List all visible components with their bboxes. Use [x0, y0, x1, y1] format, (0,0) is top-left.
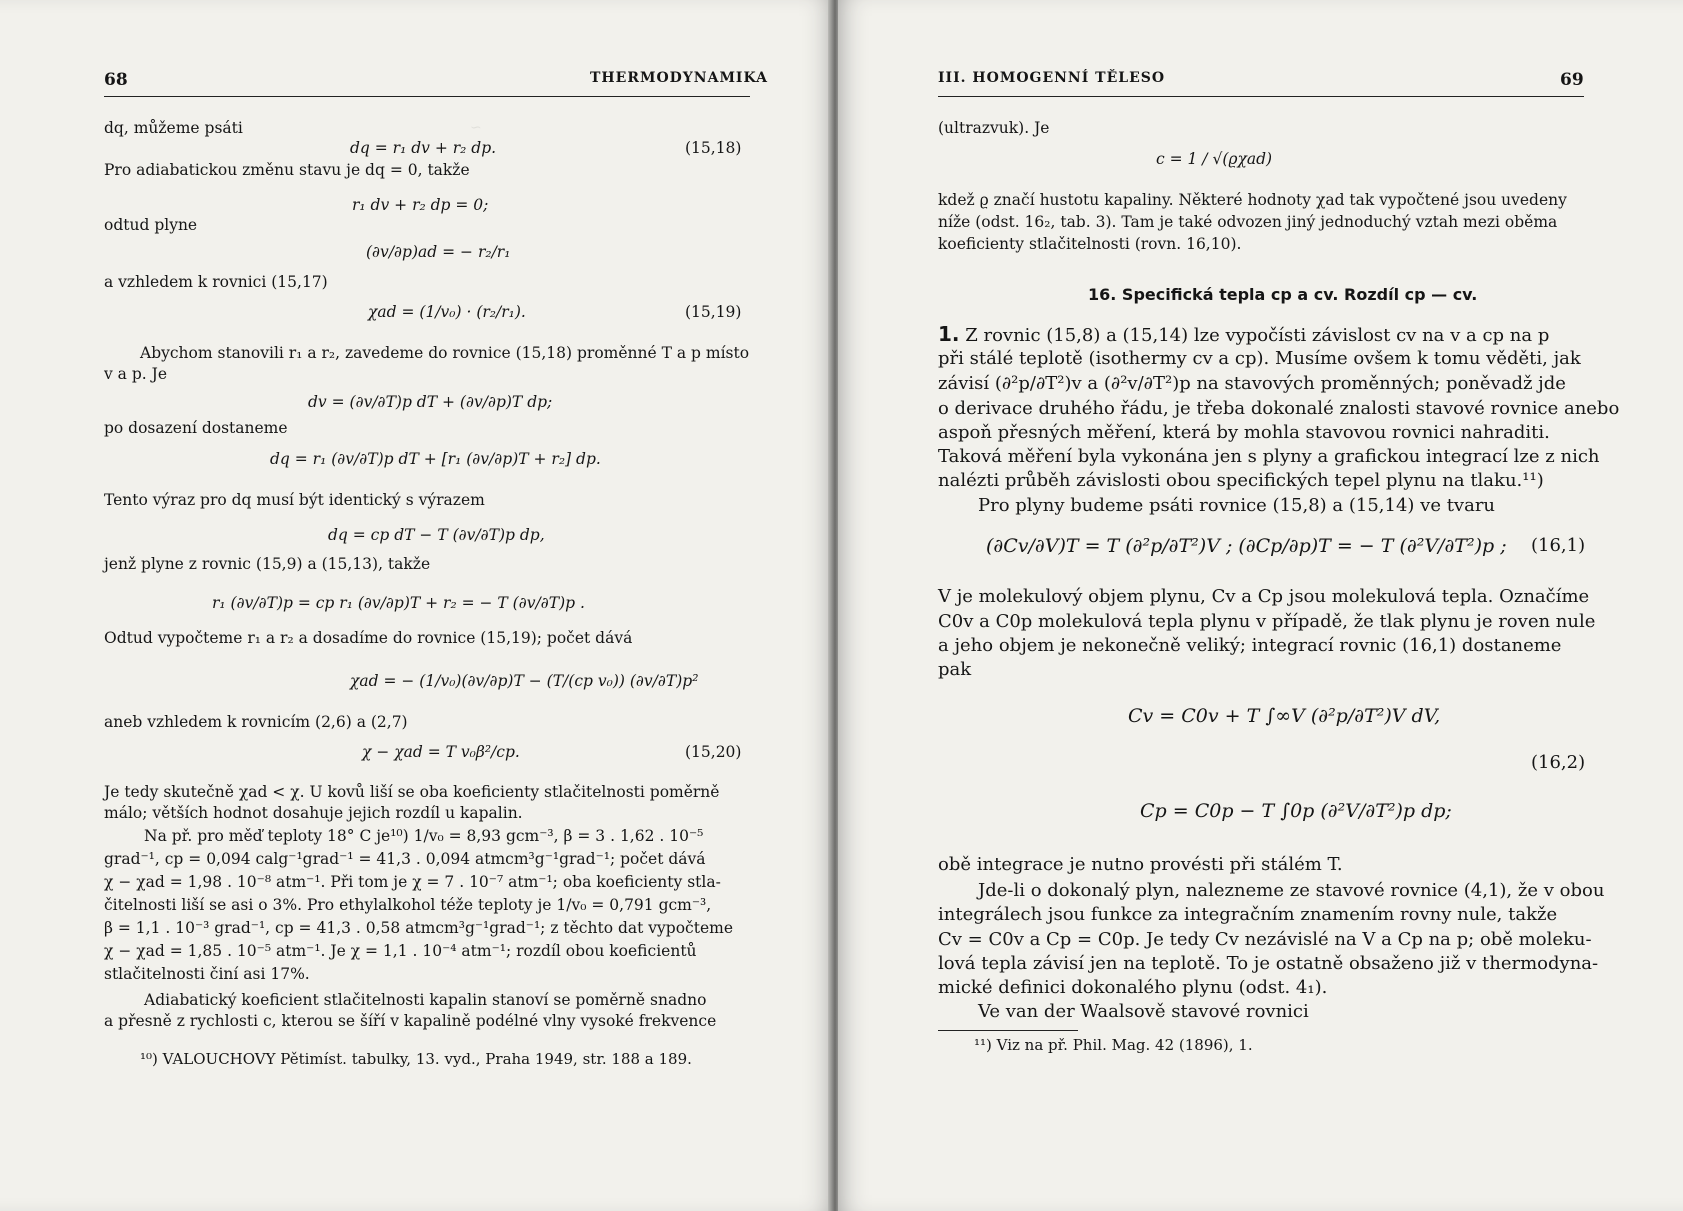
equation-number: (16,2): [1531, 752, 1586, 773]
show-through: ~: [470, 120, 482, 136]
footnote-rule: [938, 1030, 1078, 1031]
text-line: (ultrazvuk). Je: [938, 119, 1050, 137]
text-line: Tento výraz pro dq musí být identický s výrazem: [104, 491, 485, 509]
text-line: a přesně z rychlosti c, kterou se šíří v kapalině podélné vlny vysoké frekvence: [104, 1012, 717, 1030]
right-page: [838, 0, 1683, 1211]
equation: dq = r₁ dv + r₂ dp.: [350, 139, 497, 157]
text-line: Z rovnic (15,8) a (15,14) lze vypočísti závislost cv na v a cp na p: [965, 325, 1550, 346]
text-line: grad⁻¹, cp = 0,094 calg⁻¹grad⁻¹ = 41,3 . 0,094 atmcm³g⁻¹grad⁻¹; počet dává: [104, 850, 706, 868]
text-line: po dosazení dostaneme: [104, 419, 288, 437]
header-rule: [104, 96, 750, 97]
left-page: [0, 0, 833, 1211]
text-line: dq, můžeme psáti: [104, 119, 243, 137]
text-line: Ve van der Waalsově stavové rovnici: [978, 1001, 1309, 1022]
text-line: Pro plyny budeme psáti rovnice (15,8) a (15,14) ve tvaru: [978, 495, 1496, 516]
text-line: lová tepla závisí jen na teplotě. To je ostatně obsaženo již v thermodyna-: [938, 953, 1599, 974]
header-rule: [938, 96, 1584, 97]
paragraph-number: 1.: [938, 322, 960, 346]
text-line: pak: [938, 659, 972, 680]
footnote: ¹¹) Viz na př. Phil. Mag. 42 (1896), 1.: [974, 1036, 1253, 1054]
text-line: stlačitelnosti činí asi 17%.: [104, 965, 310, 983]
running-head: THERMODYNAMIKA: [590, 70, 768, 86]
footnote: ¹⁰) VALOUCHOVY Pětimíst. tabulky, 13. vyd., Praha 1949, str. 188 a 189.: [140, 1050, 692, 1068]
text-line: Na př. pro měď teploty 18° C je¹⁰) 1/v₀ = 8,93 gcm⁻³, β = 3 . 1,62 . 10⁻⁵: [144, 827, 704, 845]
equation: dv = (∂v/∂T)p dT + (∂v/∂p)T dp;: [308, 393, 553, 411]
text-line: integrálech jsou funkce za integračním znamením rovny nule, takže: [938, 904, 1558, 925]
equation: dq = r₁ (∂v/∂T)p dT + [r₁ (∂v/∂p)T + r₂] dp.: [270, 450, 601, 468]
text-line: Je tedy skutečně χad < χ. U kovů liší se oba koeficienty stlačitelnosti poměrně: [104, 783, 720, 801]
text-line: β = 1,1 . 10⁻³ grad⁻¹, cp = 41,3 . 0,58 atmcm³g⁻¹grad⁻¹; z těchto dat vypočteme: [104, 919, 733, 937]
equation: c = 1 / √(ϱχad): [1156, 150, 1273, 168]
text-line: mické definici dokonalého plynu (odst. 4₁).: [938, 977, 1328, 998]
section-heading: 16. Specifická tepla cp a cv. Rozdíl cp — cv.: [1088, 285, 1478, 304]
page-number: 69: [1560, 70, 1584, 90]
running-head: III. HOMOGENNÍ TĚLESO: [938, 70, 1166, 86]
equation: Cp = C0p − T ∫0p (∂²V/∂T²)p dp;: [1140, 800, 1452, 822]
text-line: aneb vzhledem k rovnicím (2,6) a (2,7): [104, 713, 408, 731]
text-line: χ − χad = 1,85 . 10⁻⁵ atm⁻¹. Je χ = 1,1 . 10⁻⁴ atm⁻¹; rozdíl obou koeficientů: [104, 942, 697, 960]
text-line: V je molekulový objem plynu, Cv a Cp jsou molekulová tepla. Označíme: [938, 586, 1590, 607]
equation-number: (16,1): [1531, 535, 1586, 556]
equation: r₁ (∂v/∂T)p = cp r₁ (∂v/∂p)T + r₂ = − T (∂v/∂T)p .: [212, 594, 585, 612]
equation: dq = cp dT − T (∂v/∂T)p dp,: [328, 526, 545, 544]
text-line: málo; větších hodnot dosahuje jejich rozdíl u kapalin.: [104, 804, 523, 822]
text-line: aspoň přesných měření, která by mohla stavovou rovnici nahraditi.: [938, 422, 1550, 443]
text-line: Taková měření byla vykonána jen s plyny a grafickou integrací lze z nich: [938, 446, 1600, 467]
equation: (∂Cv/∂V)T = T (∂²p/∂T²)V ; (∂Cp/∂p)T = − T (∂²V/∂T²)p ;: [986, 535, 1507, 557]
equation: r₁ dv + r₂ dp = 0;: [352, 196, 489, 214]
text-line: odtud plyne: [104, 216, 198, 234]
text-line: kdež ϱ značí hustotu kapaliny. Některé hodnoty χad tak vypočtené jsou uvedeny: [938, 191, 1567, 209]
text-line: Adiabatický koeficient stlačitelnosti kapalin stanoví se poměrně snadno: [144, 991, 707, 1009]
equation-number: (15,18): [685, 139, 742, 157]
equation: (∂v/∂p)ad = − r₂/r₁: [366, 243, 511, 261]
paragraph-first-line: [938, 322, 1549, 348]
equation: χad = − (1/v₀)(∂v/∂p)T − (T/(cp v₀)) (∂v/∂T)p²: [350, 672, 699, 690]
text-line: v a p. Je: [104, 365, 168, 383]
text-line: závisí (∂²p/∂T²)v a (∂²v/∂T²)p na stavových proměnných; poněvadž jde: [938, 373, 1566, 394]
text-line: čitelnosti liší se asi o 3%. Pro ethylalkohol téže teploty je 1/v₀ = 0,791 gcm⁻³,: [104, 896, 712, 914]
text-line: C0v a C0p molekulová tepla plynu v případě, že tlak plynu je roven nule: [938, 611, 1596, 632]
equation: χ − χad = T v₀β²/cp.: [362, 743, 520, 761]
text-line: jenž plyne z rovnic (15,9) a (15,13), takže: [104, 555, 431, 573]
text-line: Pro adiabatickou změnu stavu je dq = 0, takže: [104, 161, 470, 179]
text-line: při stálé teplotě (isothermy cv a cp). Musíme ovšem k tomu věděti, jak: [938, 348, 1581, 369]
text-line: o derivace druhého řádu, je třeba dokonalé znalosti stavové rovnice anebo: [938, 398, 1620, 419]
text-line: a vzhledem k rovnici (15,17): [104, 273, 328, 291]
page-number: 68: [104, 70, 128, 90]
text-line: Odtud vypočteme r₁ a r₂ a dosadíme do rovnice (15,19); počet dává: [104, 629, 633, 647]
text-line: a jeho objem je nekonečně veliký; integrací rovnic (16,1) dostaneme: [938, 635, 1562, 656]
text-line: Cv = C0v a Cp = C0p. Je tedy Cv nezávislé na V a Cp na p; obě moleku-: [938, 929, 1592, 950]
text-line: nalézti průběh závislosti obou specifických tepel plynu na tlaku.¹¹): [938, 470, 1544, 491]
text-line: χ − χad = 1,98 . 10⁻⁸ atm⁻¹. Při tom je χ = 7 . 10⁻⁷ atm⁻¹; oba koeficienty stla-: [104, 873, 721, 891]
equation: χad = (1/v₀) · (r₂/r₁).: [368, 303, 526, 321]
text-line: obě integrace je nutno provésti při stálém T.: [938, 854, 1343, 875]
text-line: Abychom stanovili r₁ a r₂, zavedeme do rovnice (15,18) proměnné T a p místo: [140, 344, 750, 362]
text-line: níže (odst. 16₂, tab. 3). Tam je také odvozen jiný jednoduchý vztah mezi oběma: [938, 213, 1558, 231]
text-line: Jde-li o dokonalý plyn, nalezneme ze stavové rovnice (4,1), že v obou: [978, 880, 1605, 901]
equation: Cv = C0v + T ∫∞V (∂²p/∂T²)V dV,: [1128, 705, 1441, 727]
equation-number: (15,20): [685, 743, 742, 761]
equation-number: (15,19): [685, 303, 742, 321]
text-line: koeficienty stlačitelnosti (rovn. 16,10).: [938, 235, 1242, 253]
